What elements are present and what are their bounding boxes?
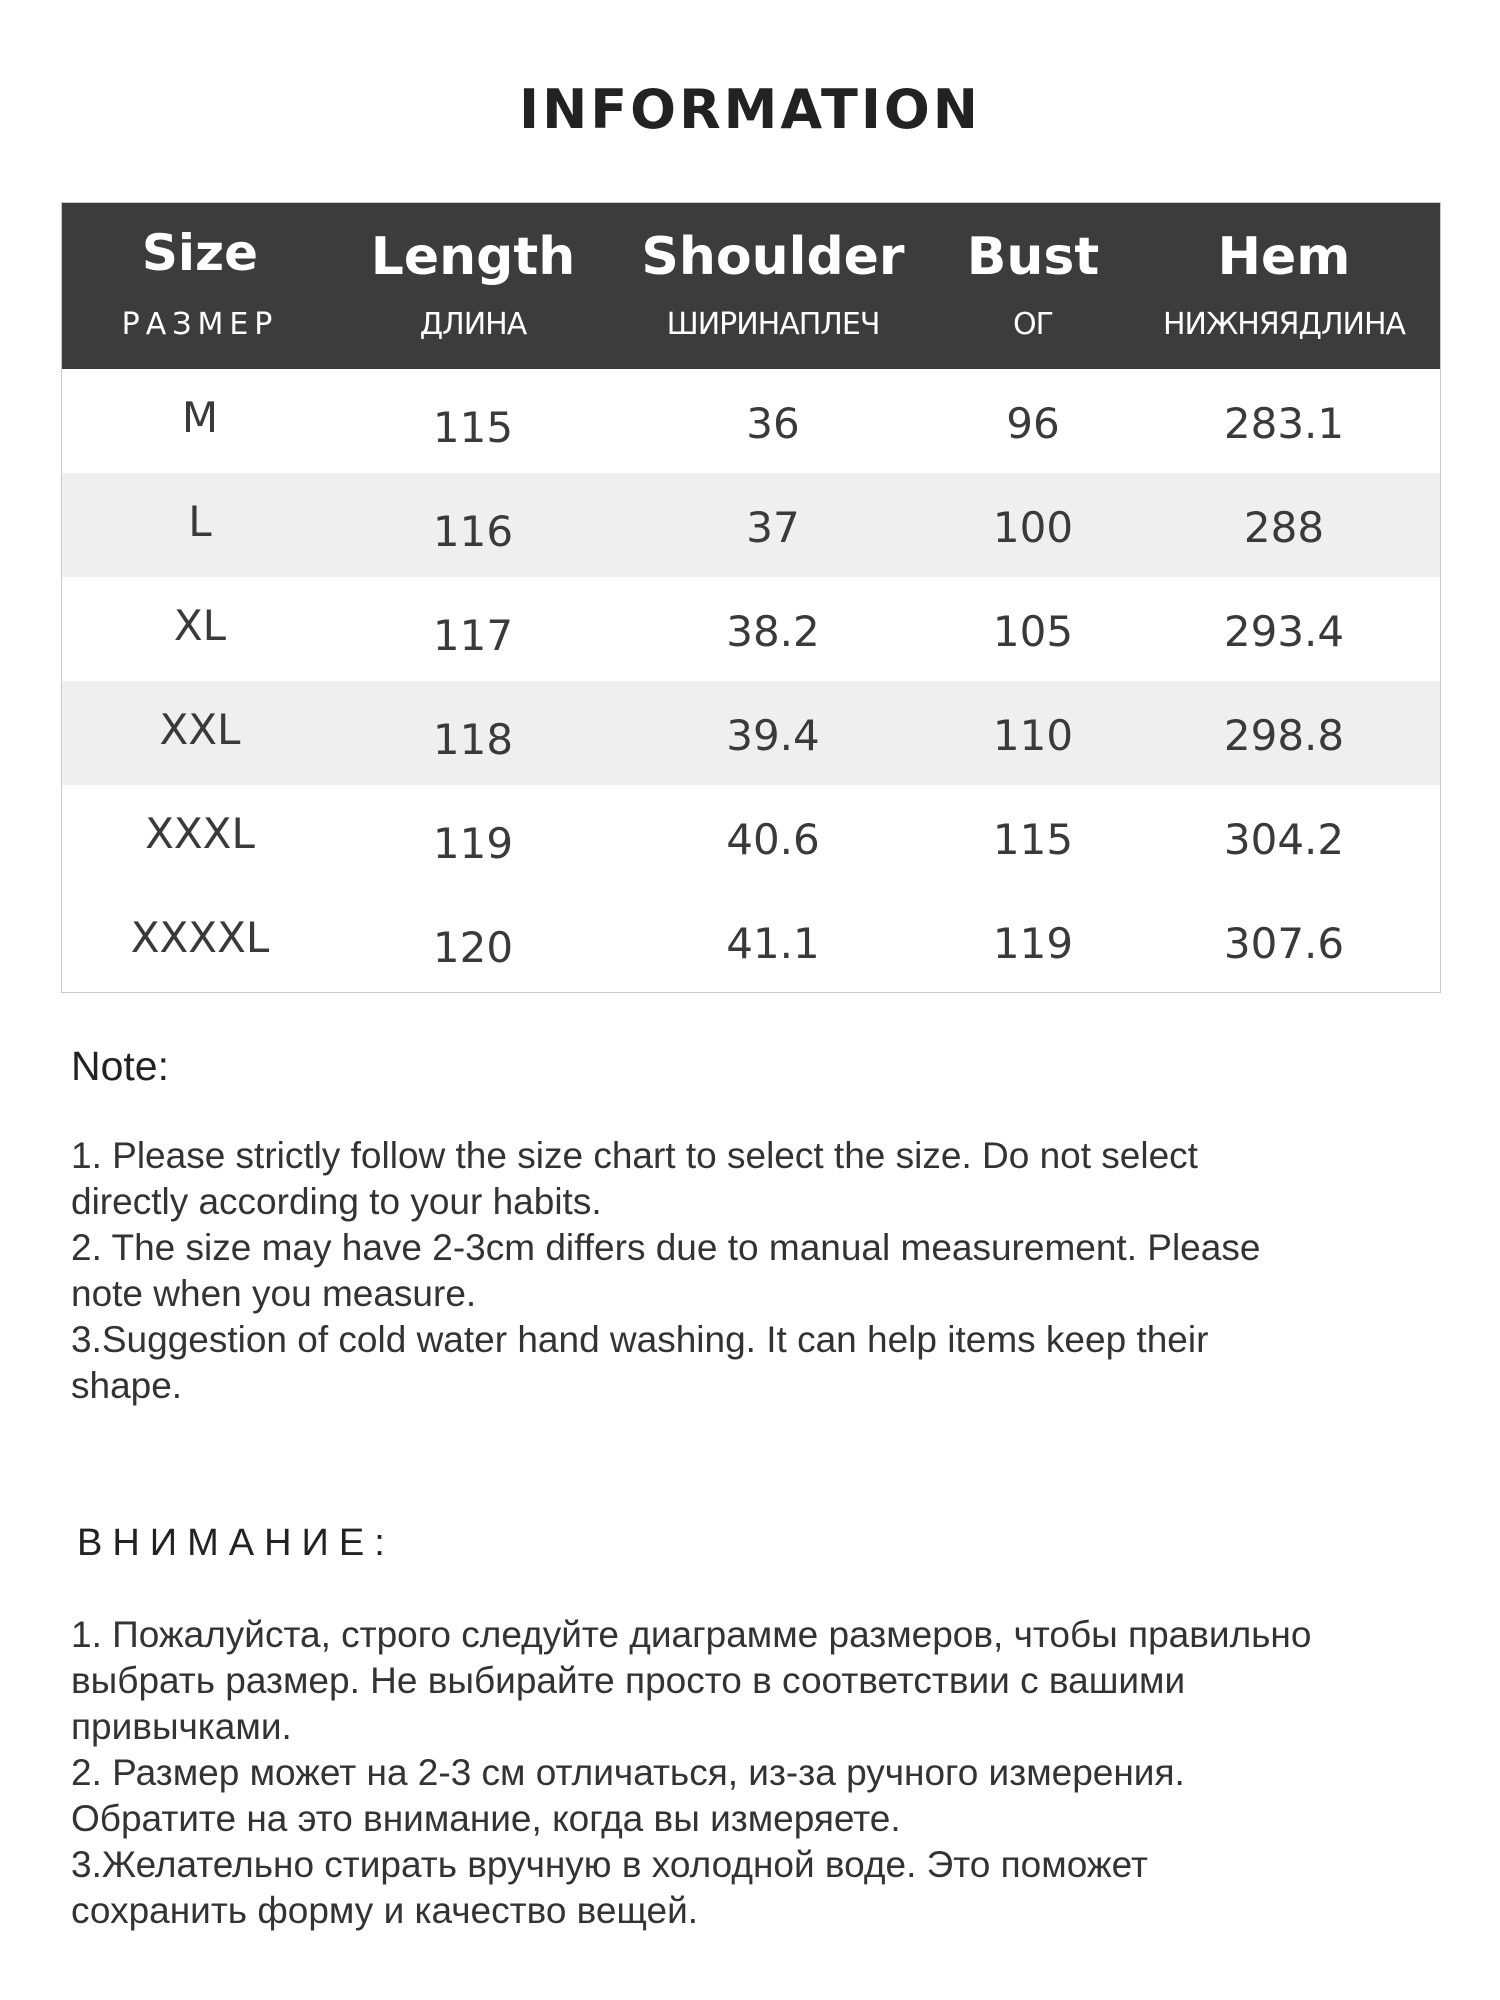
cell-value: 105 bbox=[992, 607, 1074, 656]
cell-size bbox=[62, 785, 338, 889]
ru-note-line: 2. Размер может на 2-3 см отличаться, из-за ручного измерения. bbox=[71, 1752, 1185, 1793]
header-shoulder-label: Shoulder bbox=[641, 227, 905, 287]
cell-bust bbox=[938, 785, 1128, 889]
cell-value: XXL bbox=[159, 705, 241, 754]
cell-bust bbox=[938, 681, 1128, 785]
cell-shoulder bbox=[608, 577, 938, 681]
cell-hem bbox=[1128, 369, 1440, 473]
header-bust-label: Bust bbox=[966, 227, 1100, 287]
cell-bust bbox=[938, 889, 1128, 993]
cell-value: 37 bbox=[746, 503, 800, 552]
cell-value: 40.6 bbox=[726, 815, 820, 864]
header-bust bbox=[938, 203, 1128, 369]
table-row bbox=[62, 785, 1440, 889]
cell-size bbox=[62, 889, 338, 993]
header-hem-label: Hem bbox=[1217, 227, 1351, 287]
table-row bbox=[62, 473, 1440, 577]
note-heading: Note: bbox=[71, 1043, 169, 1089]
cell-size bbox=[62, 681, 338, 785]
cell-value: 39.4 bbox=[726, 711, 820, 760]
ru-note-line: выбрать размер. Не выбирайте просто в соответствии с вашими bbox=[71, 1660, 1186, 1701]
cell-hem bbox=[1128, 577, 1440, 681]
table-row bbox=[62, 369, 1440, 473]
header-shoulder-ru-label: ШИРИНАПЛЕЧ bbox=[666, 307, 880, 342]
cell-shoulder bbox=[608, 369, 938, 473]
note-line: 1. Please strictly follow the size chart to select the size. Do not select bbox=[71, 1135, 1198, 1176]
ru-note-line: сохранить форму и качество вещей. bbox=[71, 1890, 699, 1931]
header-shoulder bbox=[608, 203, 938, 369]
header-size-label: Size bbox=[141, 224, 259, 282]
table-row bbox=[62, 577, 1440, 681]
cell-bust bbox=[938, 369, 1128, 473]
cell-value: XXXL bbox=[145, 809, 255, 858]
cell-bust bbox=[938, 577, 1128, 681]
header-size-ru-label: РАЗМЕР bbox=[121, 307, 279, 342]
cell-shoulder bbox=[608, 785, 938, 889]
ru-note-line: 1. Пожалуйста, строго следуйте диаграмме размеров, чтобы правильно bbox=[71, 1614, 1312, 1655]
cell-value: 118 bbox=[432, 715, 514, 764]
page-title: INFORMATION bbox=[518, 78, 982, 141]
cell-length bbox=[338, 473, 608, 577]
cell-value: 38.2 bbox=[726, 607, 820, 656]
cell-length bbox=[338, 577, 608, 681]
cell-size bbox=[62, 369, 338, 473]
cell-value: 96 bbox=[1006, 399, 1060, 448]
cell-value: 120 bbox=[432, 923, 514, 972]
cell-value: 119 bbox=[992, 919, 1074, 968]
note-line: 3.Suggestion of cold water hand washing. It can help items keep their bbox=[71, 1319, 1209, 1360]
table-row bbox=[62, 889, 1440, 993]
cell-bust bbox=[938, 473, 1128, 577]
cell-value: 304.2 bbox=[1223, 815, 1345, 864]
header-length-ru-label: ДЛИНА bbox=[419, 307, 527, 342]
ru-note-line: 3.Желательно стирать вручную в холодной воде. Это поможет bbox=[71, 1844, 1148, 1885]
cell-length bbox=[338, 681, 608, 785]
cell-hem bbox=[1128, 889, 1440, 993]
header-length bbox=[338, 203, 608, 369]
cell-value: 116 bbox=[432, 507, 514, 556]
cell-value: XXXXL bbox=[130, 913, 270, 962]
header-hem bbox=[1128, 203, 1440, 369]
cell-value: 117 bbox=[432, 611, 514, 660]
cell-value: 307.6 bbox=[1223, 919, 1345, 968]
cell-shoulder bbox=[608, 681, 938, 785]
header-bust-ru-label: ОГ bbox=[1013, 307, 1053, 342]
ru-note-line: Обратите на это внимание, когда вы измеряете. bbox=[71, 1798, 901, 1839]
header-length-label: Length bbox=[370, 227, 576, 287]
cell-length bbox=[338, 889, 608, 993]
note-line: note when you measure. bbox=[71, 1273, 477, 1314]
header-hem-ru-label: НИЖНЯЯДЛИНА bbox=[1162, 307, 1406, 342]
cell-value: 288 bbox=[1243, 503, 1325, 552]
note-line: 2. The size may have 2-3cm differs due to manual measurement. Please bbox=[71, 1227, 1261, 1268]
cell-hem bbox=[1128, 681, 1440, 785]
cell-shoulder bbox=[608, 473, 938, 577]
cell-shoulder bbox=[608, 889, 938, 993]
note-line: directly according to your habits. bbox=[71, 1181, 602, 1222]
note-line: shape. bbox=[71, 1365, 183, 1406]
cell-value: XL bbox=[173, 601, 227, 650]
ru-note-body bbox=[71, 1612, 1471, 1934]
table-row bbox=[62, 681, 1440, 785]
cell-value: 293.4 bbox=[1223, 607, 1345, 656]
cell-value: 36 bbox=[746, 399, 800, 448]
cell-value: 115 bbox=[432, 403, 514, 452]
cell-value: 41.1 bbox=[726, 919, 820, 968]
cell-value: 110 bbox=[992, 711, 1074, 760]
table-header bbox=[62, 203, 1440, 369]
size-chart-table bbox=[61, 202, 1441, 993]
cell-hem bbox=[1128, 473, 1440, 577]
cell-value: L bbox=[188, 497, 212, 546]
cell-length bbox=[338, 785, 608, 889]
header-size bbox=[62, 203, 338, 369]
cell-value: M bbox=[181, 393, 219, 442]
cell-value: 115 bbox=[992, 815, 1074, 864]
ru-note-heading: ВНИМАНИЕ: bbox=[77, 1522, 395, 1564]
ru-note-line: привычками. bbox=[71, 1706, 292, 1747]
cell-hem bbox=[1128, 785, 1440, 889]
cell-size bbox=[62, 577, 338, 681]
cell-size bbox=[62, 473, 338, 577]
cell-value: 100 bbox=[992, 503, 1074, 552]
cell-value: 119 bbox=[432, 819, 514, 868]
cell-value: 283.1 bbox=[1223, 399, 1345, 448]
cell-value: 298.8 bbox=[1223, 711, 1345, 760]
cell-length bbox=[338, 369, 608, 473]
note-body bbox=[71, 1133, 1451, 1409]
